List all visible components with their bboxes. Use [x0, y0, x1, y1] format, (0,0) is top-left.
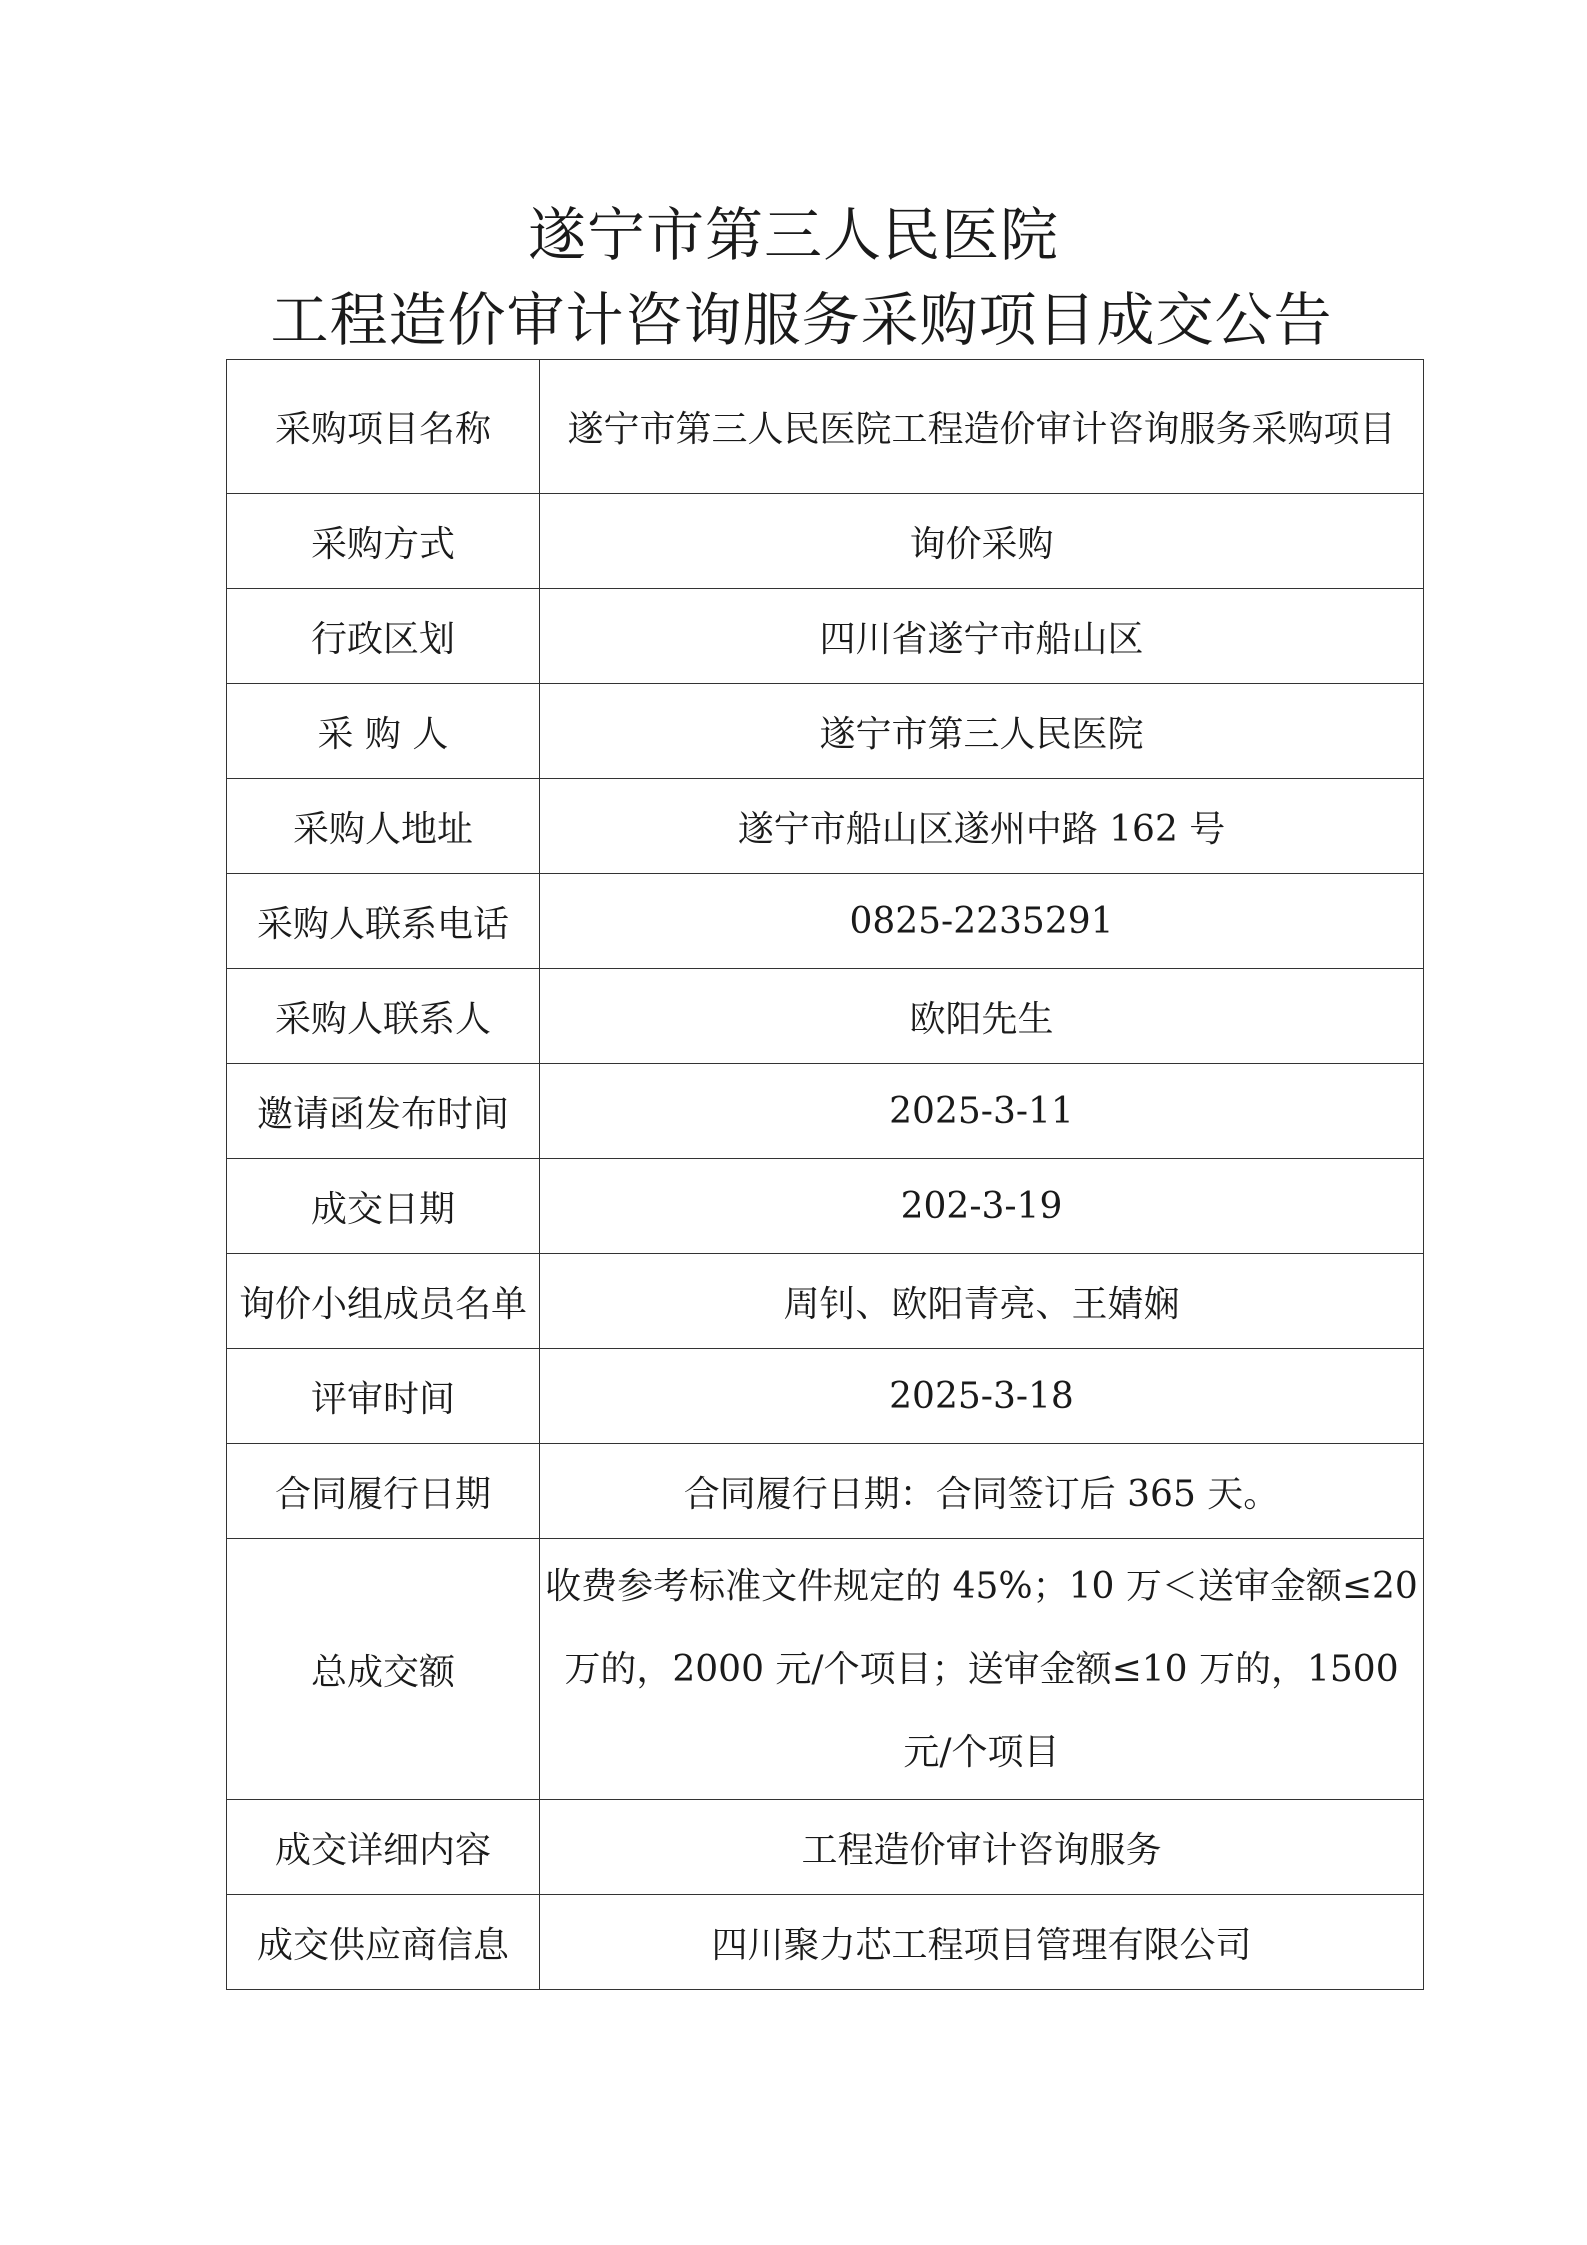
row-label: 采购方式	[227, 494, 540, 589]
row-label: 评审时间	[227, 1349, 540, 1444]
row-value: 收费参考标准文件规定的 45%；10 万＜送审金额≤20 万的，2000 元/个项目；送审金额≤10 万的，1500 元/个项目	[540, 1539, 1424, 1800]
row-label: 成交详细内容	[227, 1800, 540, 1895]
row-label: 采购人地址	[227, 779, 540, 874]
row-label: 成交供应商信息	[227, 1895, 540, 1990]
row-value: 2025-3-11	[540, 1064, 1424, 1159]
row-value: 四川聚力芯工程项目管理有限公司	[540, 1895, 1424, 1990]
table-row-supplier-info	[227, 1895, 1424, 1990]
table-row-procurement-method	[227, 494, 1424, 589]
row-value: 2025-3-18	[540, 1349, 1424, 1444]
table-row-transaction-details	[227, 1800, 1424, 1895]
row-value: 0825-2235291	[540, 874, 1424, 969]
table-row-purchaser-address	[227, 779, 1424, 874]
row-label: 采购人联系电话	[227, 874, 540, 969]
row-value: 遂宁市第三人民医院	[540, 684, 1424, 779]
row-label: 行政区划	[227, 589, 540, 684]
document-title-line1: 遂宁市第三人民医院	[527, 201, 1059, 269]
row-value: 四川省遂宁市船山区	[540, 589, 1424, 684]
row-value: 遂宁市船山区遂州中路 162 号	[540, 779, 1424, 874]
row-label: 采 购 人	[227, 684, 540, 779]
row-label: 采购项目名称	[227, 360, 540, 494]
row-label: 询价小组成员名单	[227, 1254, 540, 1349]
row-label: 合同履行日期	[227, 1444, 540, 1539]
table-row-purchaser-contact	[227, 969, 1424, 1064]
document-title-line2: 工程造价审计咨询服务采购项目成交公告	[270, 286, 1333, 354]
table-row-purchaser-phone	[227, 874, 1424, 969]
row-label: 总成交额	[227, 1539, 540, 1800]
row-value: 合同履行日期：合同签订后 365 天。	[540, 1444, 1424, 1539]
table-row-panel-members	[227, 1254, 1424, 1349]
table-row-purchaser	[227, 684, 1424, 779]
row-value: 欧阳先生	[540, 969, 1424, 1064]
table-row-project-name	[227, 360, 1424, 494]
announcement-table	[226, 359, 1424, 1990]
row-value: 询价采购	[540, 494, 1424, 589]
row-label: 邀请函发布时间	[227, 1064, 540, 1159]
row-label: 采购人联系人	[227, 969, 540, 1064]
table-row-transaction-date	[227, 1159, 1424, 1254]
row-value: 202-3-19	[540, 1159, 1424, 1254]
table-row-administrative-region	[227, 589, 1424, 684]
row-label: 成交日期	[227, 1159, 540, 1254]
table-row-total-amount	[227, 1539, 1424, 1800]
row-value: 工程造价审计咨询服务	[540, 1800, 1424, 1895]
table-row-invitation-date	[227, 1064, 1424, 1159]
table-row-review-date	[227, 1349, 1424, 1444]
table-row-contract-period	[227, 1444, 1424, 1539]
row-value: 遂宁市第三人民医院工程造价审计咨询服务采购项目	[540, 360, 1424, 494]
row-value: 周钊、欧阳青亮、王婧娴	[540, 1254, 1424, 1349]
